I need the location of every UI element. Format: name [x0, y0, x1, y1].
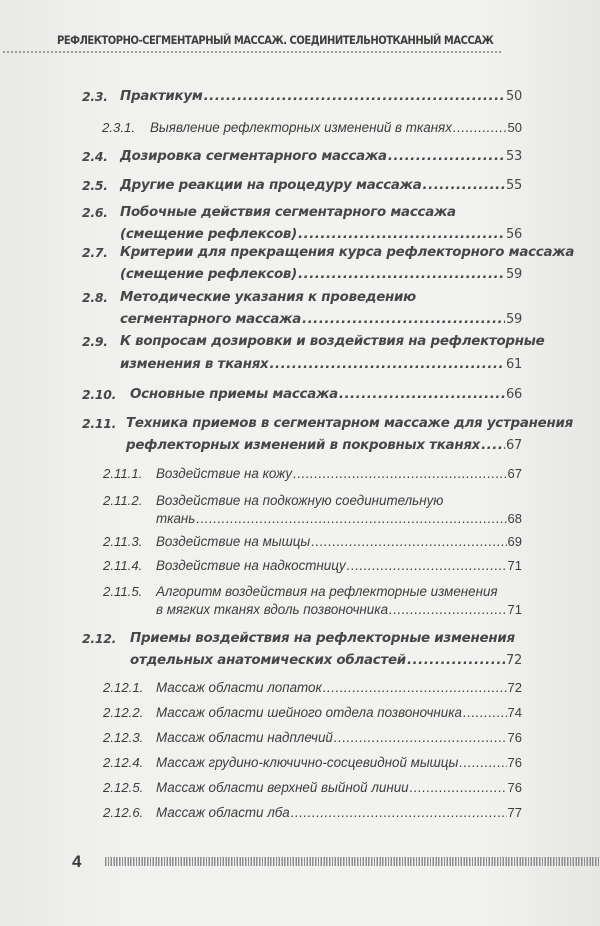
toc-entry-number: 2.11.2. — [103, 493, 143, 508]
toc-entry-page: 72 — [505, 653, 522, 668]
toc-entry-number: 2.11.5. — [103, 584, 143, 599]
toc-entry-line — [120, 245, 574, 261]
toc-leader-dots — [463, 705, 507, 721]
toc-entry-last-line — [156, 680, 522, 696]
toc-entry-title: Воздействие на надкостницу — [156, 558, 346, 573]
toc-entry-page: 59 — [505, 312, 522, 327]
toc-entry-number: 2.11.1. — [103, 466, 143, 481]
toc-entry-title: Приемы воздействия на рефлекторные изменения — [130, 631, 515, 646]
toc-entry-number: 2.7. — [82, 245, 108, 260]
toc-entry-page: 68 — [507, 511, 522, 526]
toc-entry-title: Критерии для прекращения курса рефлекторного массажа — [120, 245, 575, 260]
toc-entry-title: Массаж области шейного отдела позвоночника — [156, 705, 463, 720]
toc-entry-title: (смещение рефлексов) — [120, 267, 298, 282]
toc-entry-page: 74 — [507, 705, 522, 720]
toc-entry-last-line — [156, 755, 522, 771]
running-head-rule — [3, 51, 501, 53]
toc-entry-line — [126, 416, 573, 432]
toc-leader-dots — [481, 438, 505, 454]
toc-entry-title: Воздействие на подкожную соединительную — [156, 493, 444, 508]
toc-entry-page: 69 — [507, 534, 522, 549]
toc-entry-last-line — [126, 438, 522, 454]
toc-entry-title: Массаж грудино-ключично-сосцевидной мышцы — [156, 755, 459, 770]
page-number: 4 — [72, 852, 82, 871]
toc-entry-page: 53 — [505, 149, 522, 164]
toc-entry-number: 2.12.4. — [103, 755, 144, 770]
toc-entry-line — [130, 631, 515, 647]
toc-entry-title: Массаж области надплечий — [156, 730, 333, 745]
toc-entry-page: 67 — [505, 438, 522, 453]
toc-leader-dots — [410, 780, 507, 796]
toc-entry-page: 71 — [507, 558, 522, 573]
toc-leader-dots — [388, 149, 505, 165]
toc-entry-title: Выявление рефлекторных изменений в тканях — [150, 120, 452, 135]
toc-entry-line — [156, 584, 498, 600]
toc-entry-line — [120, 205, 456, 221]
toc-entry-last-line — [120, 312, 522, 328]
toc-entry-last-line — [156, 558, 522, 574]
toc-entry-page: 76 — [507, 755, 522, 770]
toc-entry-title: в мягких тканях вдоль позвоночника — [156, 602, 389, 617]
toc-entry-last-line — [120, 149, 522, 165]
toc-entry-page: 71 — [507, 602, 522, 617]
toc-entry-title: сегментарного массажа — [120, 312, 301, 327]
toc-leader-dots — [311, 534, 506, 550]
toc-entry-page: 76 — [507, 780, 522, 795]
toc-entry-last-line — [156, 602, 522, 618]
toc-entry-number: 2.12.3. — [103, 730, 144, 745]
toc-entry-last-line — [120, 227, 522, 243]
toc-entry-page: 72 — [507, 680, 522, 695]
toc-entry-last-line — [156, 511, 522, 527]
toc-entry-page: 56 — [505, 227, 522, 242]
toc-entry-title: Массаж области лопаток — [156, 680, 322, 695]
toc-entry-title: Другие реакции на процедуру массажа — [120, 178, 422, 193]
toc-entry-page: 55 — [505, 178, 522, 193]
toc-entry-line — [120, 334, 544, 350]
toc-leader-dots — [339, 387, 505, 403]
toc-entry-last-line — [156, 730, 522, 746]
toc-entry-page: 50 — [505, 89, 522, 104]
toc-entry-last-line — [156, 805, 522, 821]
toc-entry-number: 2.3.1. — [102, 120, 135, 135]
toc-leader-dots — [453, 120, 507, 136]
toc-entry-title: Алгоритм воздействия на рефлекторные изменения — [156, 584, 498, 599]
toc-leader-dots — [298, 267, 505, 283]
toc-leader-dots — [347, 558, 507, 574]
toc-entry-last-line — [130, 653, 522, 669]
toc-leader-dots — [302, 312, 505, 328]
toc-entry-page: 67 — [507, 466, 522, 481]
toc-leader-dots — [423, 178, 505, 194]
toc-entry-page: 61 — [505, 357, 522, 372]
toc-entry-number: 2.12.2. — [103, 705, 144, 720]
toc-entry-title: Практикум — [120, 89, 203, 104]
toc-entry-number: 2.12.5. — [103, 780, 144, 795]
toc-entry-number: 2.12.6. — [103, 805, 144, 820]
toc-entry-number: 2.12.1. — [103, 680, 144, 695]
toc-entry-title: рефлекторных изменений в покровных тканях — [126, 438, 481, 453]
toc-entry-last-line — [156, 534, 522, 550]
toc-entry-title: изменения в тканях — [120, 357, 269, 372]
toc-entry-page: 59 — [505, 267, 522, 282]
toc-entry-title: Побочные действия сегментарного массажа — [120, 205, 456, 220]
toc-entry-title: Техника приемов в сегментарном массаже для устранения — [126, 416, 573, 431]
running-head: РЕФЛЕКТОРНО-СЕГМЕНТАРНЫЙ МАССАЖ. СОЕДИНИТЕЛЬНОТКАННЫЙ МАССАЖ — [57, 33, 494, 47]
toc-leader-dots — [291, 805, 507, 821]
toc-entry-last-line — [156, 466, 522, 482]
toc-entry-title: Массаж области лба — [156, 805, 290, 820]
toc-entry-number: 2.5. — [82, 178, 108, 193]
toc-entry-page: 76 — [507, 730, 522, 745]
toc-entry-title: К вопросам дозировки и воздействия на рефлекторные — [120, 334, 545, 349]
toc-entry-number: 2.11.4. — [103, 558, 143, 573]
toc-entry-page: 66 — [505, 387, 522, 402]
toc-entry-last-line — [120, 357, 522, 373]
toc-leader-dots — [323, 680, 507, 696]
toc-entry-last-line — [120, 178, 522, 194]
toc-entry-number: 2.11. — [82, 416, 117, 431]
toc-entry-number: 2.10. — [82, 387, 117, 402]
toc-entry-number: 2.8. — [82, 290, 108, 305]
toc-entry-number: 2.3. — [82, 89, 108, 104]
toc-leader-dots — [196, 511, 506, 527]
toc-leader-dots — [293, 466, 506, 482]
toc-leader-dots — [334, 730, 507, 746]
toc-leader-dots — [204, 89, 505, 105]
toc-entry-title: (смещение рефлексов) — [120, 227, 298, 242]
toc-entry-last-line — [156, 780, 522, 796]
toc-leader-dots — [389, 602, 507, 618]
toc-entry-title: Воздействие на кожу — [156, 466, 293, 481]
toc-leader-dots — [298, 227, 505, 243]
toc-entry-title: отдельных анатомических областей — [130, 653, 406, 668]
toc-entry-line — [120, 290, 416, 306]
toc-entry-last-line — [120, 267, 522, 283]
toc-entry-title: Дозировка сегментарного массажа — [120, 149, 387, 164]
toc-entry-title: Методические указания к проведению — [120, 290, 416, 305]
toc-entry-number: 2.11.3. — [103, 534, 143, 549]
footer-decorative-bar — [105, 857, 600, 866]
toc-leader-dots — [407, 653, 505, 669]
toc-entry-number: 2.4. — [82, 149, 108, 164]
toc-entry-last-line — [156, 705, 522, 721]
toc-entry-last-line — [120, 89, 522, 105]
toc-entry-number: 2.12. — [82, 631, 117, 646]
toc-entry-title: Массаж области верхней выйной линии — [156, 780, 409, 795]
toc-leader-dots — [459, 755, 506, 771]
toc-entry-page: 50 — [507, 120, 522, 135]
toc-entry-line — [156, 493, 443, 509]
toc-entry-last-line — [130, 387, 522, 403]
toc-entry-page: 77 — [507, 805, 522, 820]
toc-entry-number: 2.9. — [82, 334, 108, 349]
toc-leader-dots — [269, 357, 505, 373]
toc-entry-last-line — [150, 120, 522, 136]
toc-entry-title: Основные приемы массажа — [130, 387, 338, 402]
toc-entry-title: Воздействие на мышцы — [156, 534, 311, 549]
toc-entry-title: ткань — [156, 511, 196, 526]
toc-entry-number: 2.6. — [82, 205, 108, 220]
